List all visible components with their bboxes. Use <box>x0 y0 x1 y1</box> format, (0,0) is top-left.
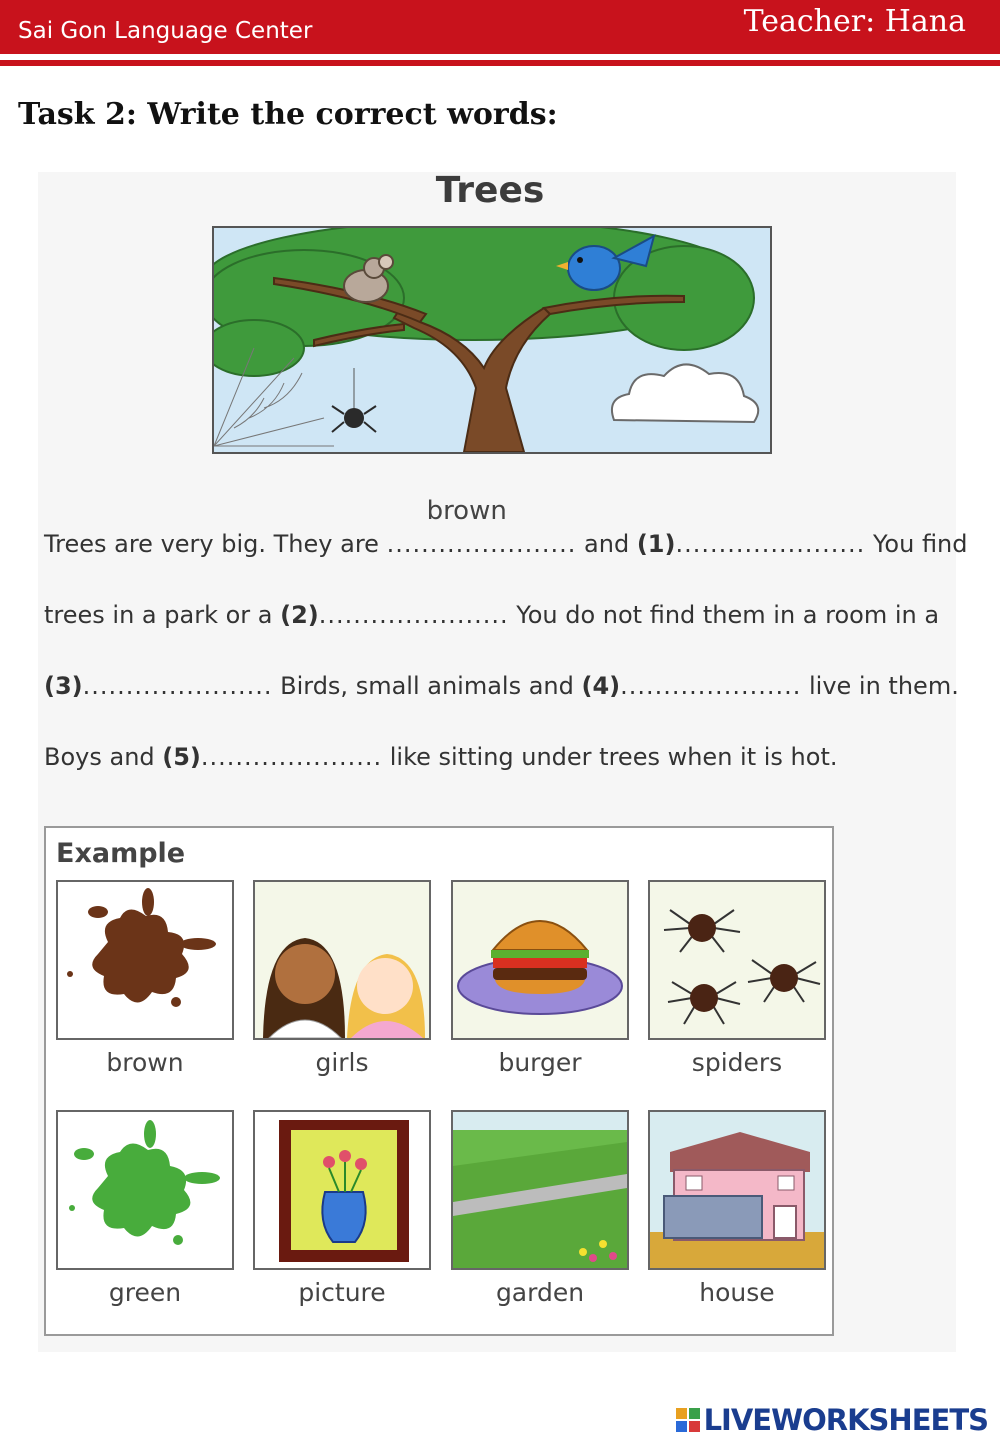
story-text: trees in a park or a <box>44 601 281 629</box>
house-icon <box>648 1110 826 1270</box>
word-label: picture <box>298 1278 386 1307</box>
center-name: Sai Gon Language Center <box>18 18 313 44</box>
logo-grid-icon <box>676 1408 700 1432</box>
picture-frame-icon <box>253 1110 431 1270</box>
green-paint-icon <box>56 1110 234 1270</box>
blank-number-1: (1) <box>636 530 676 558</box>
story-text: Birds, small animals and <box>272 672 582 700</box>
blank-3[interactable]: ...................... <box>82 672 273 700</box>
word-label: spiders <box>691 1048 783 1077</box>
blank-5[interactable]: ..................... <box>200 743 383 771</box>
example-label: Example <box>56 838 186 869</box>
blank-2[interactable]: ...................... <box>318 601 509 629</box>
burger-icon <box>451 880 629 1040</box>
blank-example: ...................... <box>386 530 577 558</box>
blank-number-3: (3) <box>44 672 83 700</box>
story-text: You find <box>865 530 968 558</box>
story-text: Boys and <box>44 743 163 771</box>
blank-4[interactable]: ..................... <box>620 672 802 700</box>
word-label: burger <box>498 1048 582 1077</box>
story-line-2 <box>44 601 939 629</box>
logo-text: LIVEWORKSHEETS <box>703 1403 988 1437</box>
brown-paint-icon <box>56 880 234 1040</box>
task-title: Task 2: Write the correct words: <box>18 97 558 132</box>
girls-icon <box>253 880 431 1040</box>
story-text: like sitting under trees when it is hot. <box>382 743 838 771</box>
word-label: girls <box>315 1048 369 1077</box>
story-text: and <box>576 530 637 558</box>
story-line-1 <box>44 496 968 558</box>
blank-number-2: (2) <box>280 601 319 629</box>
story-text: You do not find them in a room in a <box>508 601 940 629</box>
spiders-icon <box>648 880 826 1040</box>
word-label: brown <box>106 1048 184 1077</box>
story-line-3 <box>44 672 959 700</box>
word-label: green <box>108 1278 182 1307</box>
story-text: live in them. <box>801 672 959 700</box>
liveworksheets-logo <box>676 1402 988 1438</box>
example-answer: brown <box>426 496 507 526</box>
teacher-name: Teacher: Hana <box>743 4 966 39</box>
example-answer-slot <box>386 496 577 558</box>
reading-title: Trees <box>435 170 545 211</box>
blank-1[interactable]: ...................... <box>675 530 866 558</box>
blank-number-5: (5) <box>162 743 201 771</box>
garden-icon <box>451 1110 629 1270</box>
tree-scene-illustration <box>212 226 772 454</box>
blank-number-4: (4) <box>581 672 621 700</box>
word-label: house <box>699 1278 775 1307</box>
word-label: garden <box>495 1278 585 1307</box>
story-line-4 <box>44 743 837 771</box>
story-text: Trees are very big. They are <box>44 530 387 558</box>
header-divider <box>0 60 1000 66</box>
